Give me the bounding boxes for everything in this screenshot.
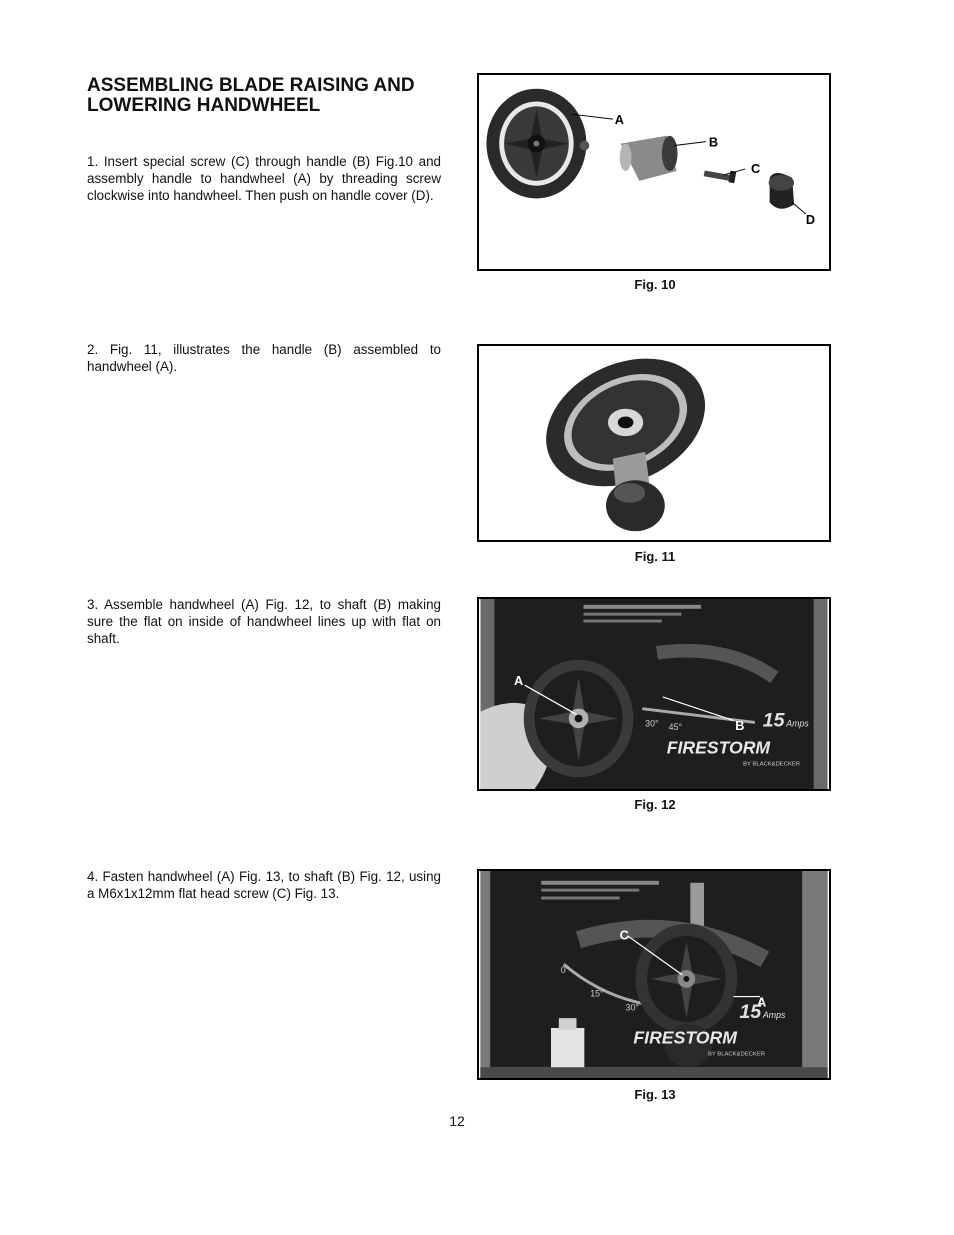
handwheel-parts-illustration [479,75,829,269]
bevel-tick-15: 15° [590,988,604,999]
figure-13-caption: Fig. 13 [634,1087,676,1102]
amps-unit: Amps [762,1010,786,1021]
figure-13-photo [477,869,831,1080]
figure-12-photo [477,597,831,791]
label-a: A [513,673,524,689]
figure-10-photo [477,73,831,271]
step-4-text: 4. Fasten handwheel (A) Fig. 13, to shaft (B) Fig. 12, using a M6x1x12mm flat head screw (C) Fig. 13. [87,869,441,901]
figure-11-photo [477,344,831,542]
handwheel-on-shaft-illustration [479,599,829,789]
label-c: C [751,160,761,176]
label-b: B [735,718,745,734]
step-2-text: 2. Fig. 11, illustrates the handle (B) assembled to handwheel (A). [87,342,441,374]
label-b: B [708,134,719,150]
bevel-tick-0: 0° [560,965,570,976]
page-number: 12 [449,1113,465,1129]
label-a: A [614,111,624,127]
handwheel-fastened-illustration [479,871,829,1078]
assembled-handwheel-illustration [479,346,829,540]
figure-11-caption: Fig. 11 [634,549,676,564]
amps-number: 15 [739,1001,762,1024]
bevel-tick-30: 30° [645,718,659,729]
figure-10-caption: Fig. 10 [634,277,676,292]
bevel-tick-45: 45° [668,722,683,733]
amps-number: 15 [762,709,785,732]
step-1-text: 1. Insert special screw (C) through handle (B) Fig.10 and assembly handle to handwheel (A) by threading screw clockwise into handwheel. Then push on handle cover (D). [87,154,441,203]
label-d: D [805,211,816,227]
brand-subtitle: BY BLACK&DECKER [707,1051,766,1058]
page-title: ASSEMBLING BLADE RAISING AND LOWERING HANDWHEEL [87,75,415,116]
label-a: A [757,994,767,1010]
brand-logo: FIRESTORM [666,737,771,758]
figure-12-caption: Fig. 12 [634,797,676,812]
step-3-text: 3. Assemble handwheel (A) Fig. 12, to shaft (B) making sure the flat on inside of handwheel lines up with flat on shaft. [87,597,441,646]
amps-unit: Amps [786,718,809,729]
label-c: C [619,927,629,943]
bevel-tick-30: 30° [625,1002,639,1013]
brand-subtitle: BY BLACK&DECKER [743,761,801,768]
brand-logo: FIRESTORM [633,1027,737,1048]
